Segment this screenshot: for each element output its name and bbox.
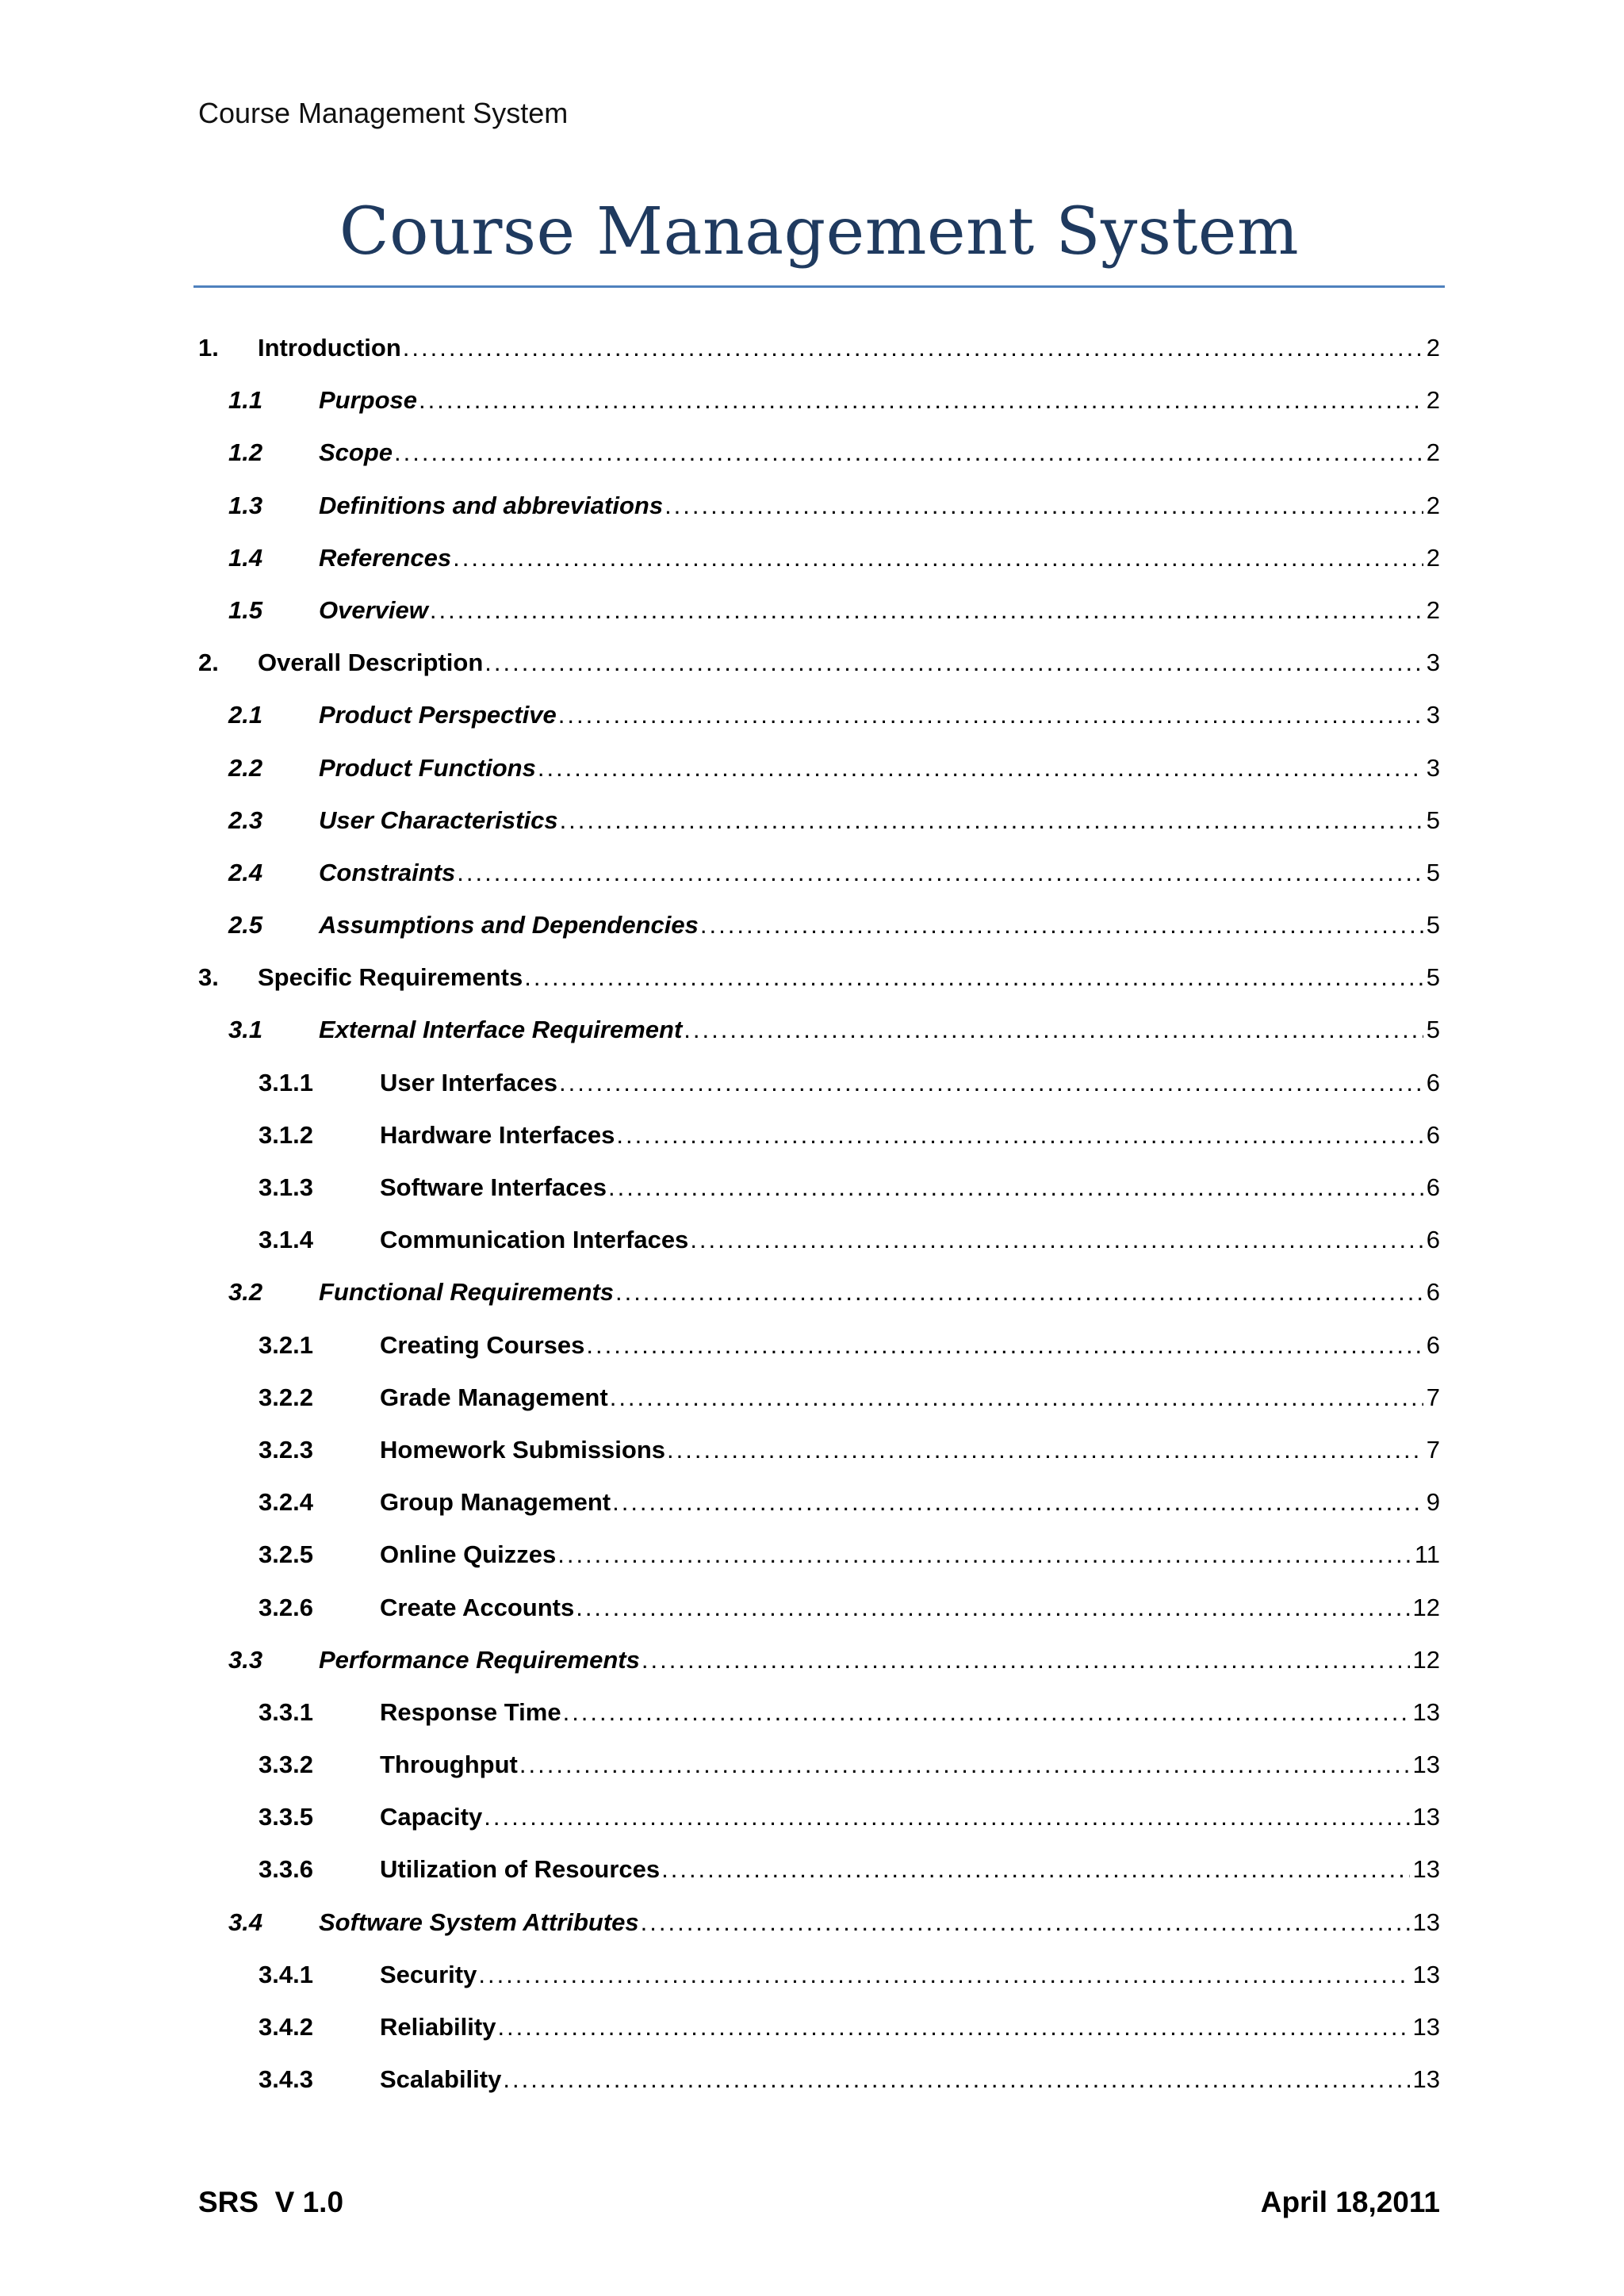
toc-entry[interactable] xyxy=(198,1113,1440,1165)
toc-entry[interactable] xyxy=(198,1953,1440,2005)
toc-entry-label: Utilization of Resources xyxy=(380,1855,661,1884)
toc-entry-number: 1.2 xyxy=(228,438,263,467)
toc-dot-leader xyxy=(403,326,1423,370)
toc-dot-leader xyxy=(616,1113,1423,1158)
toc-entry-label: Overview xyxy=(319,595,428,624)
toc-entry-page: 5 xyxy=(1426,858,1440,886)
toc-entry[interactable] xyxy=(198,1428,1440,1480)
toc-entry-page: 6 xyxy=(1426,1330,1440,1359)
toc-entry-page: 6 xyxy=(1426,1226,1440,1254)
toc-entry[interactable] xyxy=(198,1900,1440,1953)
toc-entry-page: 12 xyxy=(1412,1645,1440,1674)
table-of-contents xyxy=(198,326,1440,2110)
toc-entry-label: Overall Description xyxy=(258,649,484,677)
toc-dot-leader xyxy=(560,798,1423,843)
toc-entry-label: Introduction xyxy=(258,334,401,362)
toc-entry-page: 5 xyxy=(1426,963,1440,992)
toc-entry[interactable] xyxy=(198,430,1440,483)
toc-entry-number: 2.3 xyxy=(228,806,263,834)
toc-entry-page: 13 xyxy=(1412,1960,1440,1988)
toc-entry-number: 3.1.3 xyxy=(259,1173,313,1201)
toc-entry-label: Communication Interfaces xyxy=(380,1226,689,1254)
toc-entry-label: Online Quizzes xyxy=(380,1540,557,1569)
toc-entry-label: Constraints xyxy=(319,858,456,886)
toc-entry-page: 3 xyxy=(1426,649,1440,677)
toc-dot-leader xyxy=(453,536,1423,580)
toc-entry-number: 3.3 xyxy=(228,1645,263,1674)
toc-entry-page: 2 xyxy=(1426,491,1440,519)
toc-entry-page: 12 xyxy=(1412,1593,1440,1621)
toc-entry-label: Homework Submissions xyxy=(380,1435,666,1464)
toc-entry-page: 13 xyxy=(1412,1908,1440,1936)
toc-entry[interactable] xyxy=(198,1323,1440,1376)
toc-entry[interactable] xyxy=(198,1743,1440,1795)
toc-entry-page: 9 xyxy=(1426,1488,1440,1517)
toc-entry-number: 3.4.3 xyxy=(259,2065,313,2094)
toc-entry[interactable] xyxy=(198,1270,1440,1322)
toc-entry-page: 5 xyxy=(1426,1016,1440,1044)
toc-dot-leader xyxy=(586,1323,1423,1368)
running-footer xyxy=(198,2186,1440,2219)
toc-entry[interactable] xyxy=(198,851,1440,903)
toc-entry-label: Security xyxy=(380,1960,477,1988)
toc-entry-label: Product Functions xyxy=(319,753,536,782)
toc-entry-number: 2.1 xyxy=(228,701,263,729)
toc-entry[interactable] xyxy=(198,2005,1440,2057)
toc-entry-number: 1.5 xyxy=(228,595,263,624)
running-header: Course Management System xyxy=(198,97,569,129)
toc-dot-leader xyxy=(484,1795,1409,1839)
toc-entry[interactable] xyxy=(198,1533,1440,1585)
toc-entry[interactable] xyxy=(198,1376,1440,1428)
toc-entry-page: 2 xyxy=(1426,334,1440,362)
toc-entry-page: 3 xyxy=(1426,753,1440,782)
toc-entry-label: Software System Attributes xyxy=(319,1908,639,1936)
toc-entry-label: Scalability xyxy=(380,2065,502,2094)
toc-entry-number: 1.3 xyxy=(228,491,263,519)
toc-entry-number: 3.2.2 xyxy=(259,1383,313,1411)
toc-dot-leader xyxy=(558,693,1423,737)
toc-dot-leader xyxy=(457,851,1423,895)
toc-entry-page: 13 xyxy=(1412,2013,1440,2041)
toc-dot-leader xyxy=(642,1638,1410,1682)
toc-dot-leader xyxy=(576,1586,1409,1630)
toc-entry-page: 7 xyxy=(1426,1435,1440,1464)
toc-entry-page: 2 xyxy=(1426,438,1440,467)
toc-dot-leader xyxy=(478,1953,1409,1997)
toc-dot-leader xyxy=(430,588,1423,633)
toc-entry[interactable] xyxy=(198,1218,1440,1270)
toc-entry-page: 13 xyxy=(1412,1803,1440,1831)
toc-dot-leader xyxy=(485,641,1423,685)
toc-entry-number: 1.1 xyxy=(228,386,263,415)
toc-dot-leader xyxy=(394,430,1423,475)
toc-dot-leader xyxy=(612,1480,1423,1525)
toc-dot-leader xyxy=(700,903,1423,947)
toc-entry-page: 7 xyxy=(1426,1383,1440,1411)
toc-entry-page: 2 xyxy=(1426,595,1440,624)
toc-entry-number: 3.2 xyxy=(228,1278,263,1307)
toc-entry-page: 6 xyxy=(1426,1278,1440,1307)
toc-entry-label: User Interfaces xyxy=(380,1068,558,1096)
toc-entry[interactable] xyxy=(198,693,1440,745)
toc-entry-label: Creating Courses xyxy=(380,1330,585,1359)
toc-entry[interactable] xyxy=(198,1638,1440,1690)
toc-entry[interactable] xyxy=(198,1480,1440,1533)
footer-version: SRS V 1.0 xyxy=(198,2186,344,2218)
toc-entry-number: 3.4 xyxy=(228,1908,263,1936)
toc-entry-page: 5 xyxy=(1426,806,1440,834)
toc-entry[interactable] xyxy=(198,378,1440,430)
toc-dot-leader xyxy=(497,2005,1409,2049)
toc-dot-leader xyxy=(538,746,1423,790)
toc-entry-page: 5 xyxy=(1426,911,1440,939)
toc-entry-page: 13 xyxy=(1412,1855,1440,1884)
toc-entry-number: 3.1.4 xyxy=(259,1226,313,1254)
footer-date: April 18,2011 xyxy=(1260,2186,1440,2218)
toc-entry-number: 3.2.6 xyxy=(259,1593,313,1621)
toc-dot-leader xyxy=(519,1743,1410,1787)
title-underline xyxy=(193,285,1445,288)
toc-entry-number: 3.1.1 xyxy=(259,1068,313,1096)
toc-entry-number: 3.2.5 xyxy=(259,1540,313,1569)
toc-entry-number: 3.3.5 xyxy=(259,1803,313,1831)
toc-entry-label: Specific Requirements xyxy=(258,963,523,992)
toc-entry-label: Product Perspective xyxy=(319,701,557,729)
toc-entry[interactable] xyxy=(198,746,1440,798)
toc-entry-number: 3.3.2 xyxy=(259,1751,313,1779)
toc-entry-number: 1. xyxy=(198,334,219,362)
toc-entry-label: Functional Requirements xyxy=(319,1278,615,1307)
toc-entry-label: Group Management xyxy=(380,1488,611,1517)
toc-entry[interactable] xyxy=(198,1165,1440,1218)
toc-entry[interactable] xyxy=(198,1690,1440,1743)
toc-entry-number: 2.2 xyxy=(228,753,263,782)
toc-entry-label: Software Interfaces xyxy=(380,1173,607,1201)
toc-entry[interactable] xyxy=(198,588,1440,641)
toc-dot-leader xyxy=(559,1061,1423,1105)
toc-dot-leader xyxy=(419,378,1423,423)
toc-entry-label: Assumptions and Dependencies xyxy=(319,911,699,939)
toc-dot-leader xyxy=(524,955,1423,1000)
toc-entry[interactable] xyxy=(198,484,1440,536)
toc-dot-leader xyxy=(557,1533,1411,1577)
toc-dot-leader xyxy=(503,2057,1409,2102)
toc-entry[interactable] xyxy=(198,1061,1440,1113)
toc-entry-number: 3. xyxy=(198,963,219,992)
toc-entry[interactable] xyxy=(198,326,1440,378)
toc-entry-number: 3.1.2 xyxy=(259,1120,313,1149)
toc-entry-number: 3.4.1 xyxy=(259,1960,313,1988)
toc-entry-number: 3.2.4 xyxy=(259,1488,313,1517)
toc-entry-label: User Characteristics xyxy=(319,806,558,834)
toc-entry-number: 2. xyxy=(198,649,219,677)
toc-entry[interactable] xyxy=(198,1795,1440,1847)
toc-entry[interactable] xyxy=(198,1586,1440,1638)
toc-entry-number: 3.3.6 xyxy=(259,1855,313,1884)
toc-dot-leader xyxy=(610,1376,1423,1420)
toc-entry-page: 2 xyxy=(1426,543,1440,572)
toc-entry-number: 3.2.3 xyxy=(259,1435,313,1464)
toc-entry-label: Scope xyxy=(319,438,393,467)
toc-entry-label: Hardware Interfaces xyxy=(380,1120,615,1149)
toc-entry-page: 6 xyxy=(1426,1068,1440,1096)
toc-entry[interactable] xyxy=(198,955,1440,1008)
toc-entry-page: 6 xyxy=(1426,1173,1440,1201)
toc-entry-label: Response Time xyxy=(380,1697,561,1726)
toc-entry-number: 2.4 xyxy=(228,858,263,886)
toc-entry[interactable] xyxy=(198,1008,1440,1060)
toc-entry[interactable] xyxy=(198,903,1440,955)
toc-dot-leader xyxy=(563,1690,1410,1735)
toc-entry[interactable] xyxy=(198,536,1440,588)
toc-entry[interactable] xyxy=(198,2057,1440,2110)
toc-entry-label: Reliability xyxy=(380,2013,496,2041)
toc-entry-label: Definitions and abbreviations xyxy=(319,491,664,519)
toc-entry-page: 3 xyxy=(1426,701,1440,729)
toc-entry-page: 6 xyxy=(1426,1120,1440,1149)
toc-entry-label: Performance Requirements xyxy=(319,1645,640,1674)
toc-entry-page: 13 xyxy=(1412,2065,1440,2094)
toc-dot-leader xyxy=(684,1008,1423,1052)
toc-dot-leader xyxy=(690,1218,1423,1262)
toc-entry-number: 3.4.2 xyxy=(259,2013,313,2041)
toc-dot-leader xyxy=(615,1270,1423,1314)
toc-entry-page: 13 xyxy=(1412,1697,1440,1726)
toc-entry[interactable] xyxy=(198,641,1440,693)
document-title: Course Management System xyxy=(339,194,1300,270)
toc-entry-label: External Interface Requirement xyxy=(319,1016,683,1044)
toc-entry-label: Capacity xyxy=(380,1803,483,1831)
toc-entry[interactable] xyxy=(198,1847,1440,1900)
toc-entry-label: Purpose xyxy=(319,386,418,415)
toc-dot-leader xyxy=(608,1165,1423,1210)
toc-entry-number: 3.2.1 xyxy=(259,1330,313,1359)
toc-entry-label: Create Accounts xyxy=(380,1593,575,1621)
toc-entry-number: 1.4 xyxy=(228,543,263,572)
toc-dot-leader xyxy=(661,1847,1409,1892)
toc-dot-leader xyxy=(667,1428,1423,1472)
toc-entry-number: 3.1 xyxy=(228,1016,263,1044)
toc-entry-label: Grade Management xyxy=(380,1383,608,1411)
toc-entry-page: 2 xyxy=(1426,386,1440,415)
toc-entry-page: 11 xyxy=(1414,1540,1440,1569)
toc-entry-number: 3.3.1 xyxy=(259,1697,313,1726)
toc-entry-label: Throughput xyxy=(380,1751,518,1779)
toc-entry-label: References xyxy=(319,543,452,572)
toc-entry-number: 2.5 xyxy=(228,911,263,939)
toc-entry[interactable] xyxy=(198,798,1440,851)
toc-dot-leader xyxy=(641,1900,1410,1945)
toc-dot-leader xyxy=(665,484,1423,528)
toc-entry-page: 13 xyxy=(1412,1751,1440,1779)
